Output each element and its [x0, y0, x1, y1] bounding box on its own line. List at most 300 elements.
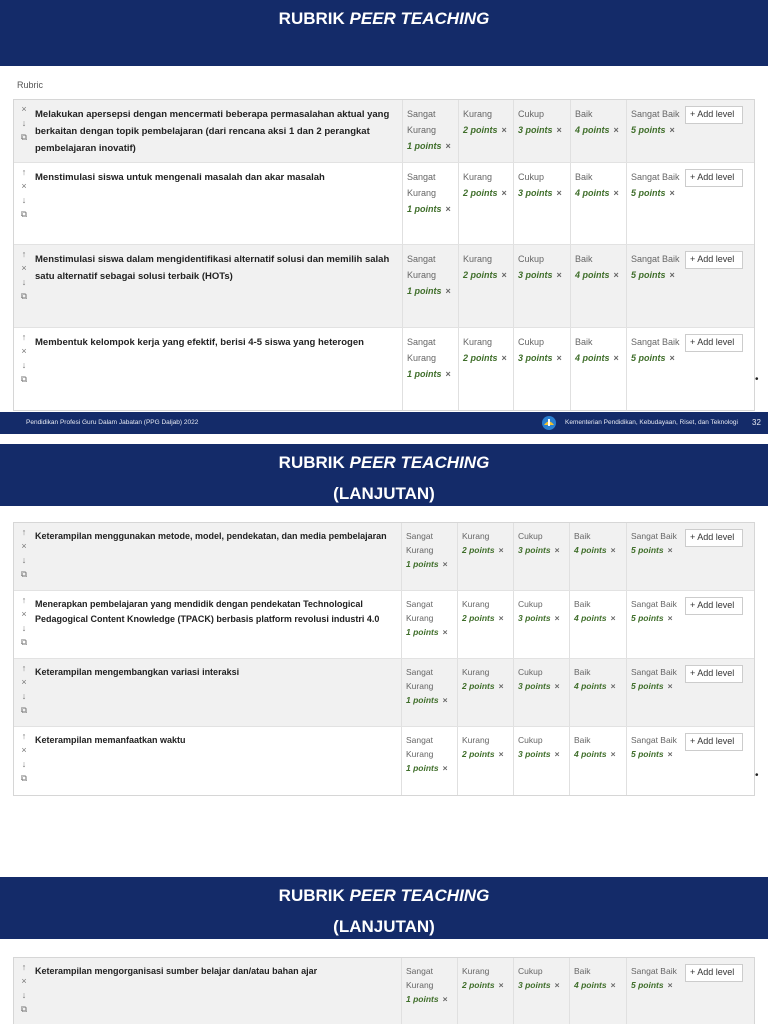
delete-level-icon[interactable]: × [610, 681, 616, 691]
level-name: Sangat [407, 254, 436, 264]
points-value[interactable]: 5 points [631, 353, 666, 363]
delete-level-icon[interactable]: × [667, 613, 673, 623]
rubric-row [14, 523, 754, 591]
level-points [574, 611, 624, 625]
level-name: Kurang [462, 966, 490, 976]
criterion-text[interactable]: Keterampilan menggunakan metode, model, pendekatan, dan media pembelajaran [35, 531, 387, 541]
level-points [518, 185, 568, 201]
delete-level-icon[interactable]: × [556, 188, 562, 198]
criterion-text[interactable]: Keterampilan mengorganisasi sumber belajar dan/atau bahan ajar [35, 966, 318, 976]
delete-level-icon[interactable]: × [669, 125, 675, 135]
slide-title: RUBRIK PEER TEACHING [278, 9, 490, 28]
close-icon[interactable]: × [21, 104, 27, 114]
level-points [463, 267, 513, 283]
level-points [406, 693, 456, 707]
criterion-text[interactable]: Melakukan apersepsi dengan mencermati beberapa permasalahan aktual yang berkaitan dengan topik pembelajaran (dari rencana aksi 1 dan 2 perangkat pembelajaran inovatif) [35, 109, 390, 154]
level-cell[interactable] [513, 727, 568, 795]
level-cell[interactable] [458, 100, 513, 162]
level-points [518, 543, 568, 557]
level-points [462, 543, 512, 557]
level-points [574, 978, 624, 992]
level-name-cont: Kurang [407, 188, 437, 198]
level-points [406, 625, 456, 639]
rubric-table [13, 99, 755, 411]
points-value[interactable]: 2 points [462, 613, 495, 623]
points-value[interactable]: 2 points [462, 749, 495, 759]
down-arrow-icon[interactable]: ↓ [21, 195, 27, 205]
level-name: Sangat Baik [631, 531, 677, 541]
level-points [631, 267, 681, 283]
level-name: Cukup [518, 109, 545, 119]
delete-level-icon[interactable]: × [554, 545, 560, 555]
level-points [407, 366, 457, 382]
level-name-cont: Kurang [407, 270, 437, 280]
points-value[interactable]: 1 points [406, 695, 439, 705]
level-name: Kurang [462, 735, 490, 745]
level-name: Sangat [406, 735, 433, 745]
level-points [518, 122, 568, 138]
level-points [518, 611, 568, 625]
level-name: Cukup [518, 337, 545, 347]
level-cell[interactable] [457, 523, 512, 590]
level-cell[interactable] [626, 659, 681, 726]
level-name-cont: Kurang [406, 681, 434, 691]
row-controls [18, 247, 30, 303]
level-name: Sangat [406, 599, 433, 609]
delete-level-icon[interactable]: × [669, 270, 675, 280]
level-points [575, 185, 625, 201]
level-cell[interactable] [569, 727, 624, 795]
level-cell[interactable] [513, 591, 568, 658]
close-icon[interactable]: × [21, 609, 27, 619]
points-value[interactable]: 3 points [518, 188, 553, 198]
level-cell[interactable] [457, 659, 512, 726]
level-name: Baik [574, 735, 591, 745]
level-points [575, 267, 625, 283]
rubric-row [14, 591, 754, 659]
points-value[interactable]: 2 points [463, 125, 498, 135]
points-value[interactable]: 5 points [631, 188, 666, 198]
add-level-button[interactable]: + Add level [685, 529, 743, 547]
level-points [631, 350, 681, 366]
copy-icon[interactable]: ⧉ [20, 291, 28, 301]
points-value[interactable]: 1 points [407, 141, 442, 151]
delete-level-icon[interactable]: × [442, 763, 448, 773]
points-value[interactable]: 1 points [407, 286, 442, 296]
level-points [462, 679, 512, 693]
add-level-button[interactable]: + Add level [685, 334, 743, 352]
level-cell[interactable] [401, 958, 456, 1024]
points-value[interactable]: 3 points [518, 681, 551, 691]
level-cell[interactable] [458, 163, 513, 244]
delete-level-icon[interactable]: × [613, 125, 619, 135]
points-value[interactable]: 4 points [574, 613, 607, 623]
delete-level-icon[interactable]: × [556, 125, 562, 135]
down-arrow-icon[interactable]: ↓ [21, 277, 27, 287]
row-controls [18, 165, 30, 221]
points-value[interactable]: 5 points [631, 749, 664, 759]
row-controls [18, 729, 30, 785]
points-value[interactable]: 1 points [406, 763, 439, 773]
footer-ministry: Kementerian Pendidikan, Kebudayaan, Riset, dan Teknologi [565, 419, 738, 426]
level-name: Sangat Baik [631, 254, 680, 264]
rubric-row [14, 328, 754, 410]
points-value[interactable]: 5 points [631, 125, 666, 135]
row-controls [18, 525, 30, 581]
points-value[interactable]: 4 points [574, 749, 607, 759]
criterion-text[interactable]: Menstimulasi siswa dalam mengidentifikasi alternatif solusi dan memilih salah satu alternatif sebagai solusi terbaik (HOTs) [35, 254, 390, 282]
points-value[interactable]: 2 points [463, 188, 498, 198]
level-cell[interactable] [570, 163, 625, 244]
copy-icon[interactable]: ⧉ [20, 705, 28, 715]
rubric-row [14, 727, 754, 795]
up-arrow-icon[interactable]: ↑ [21, 527, 27, 537]
footer-program: Pendidikan Profesi Guru Dalam Jabatan (PPG Daljab) 2022 [26, 419, 199, 426]
delete-level-icon[interactable]: × [667, 545, 673, 555]
level-cell[interactable] [626, 245, 681, 327]
level-points [463, 350, 513, 366]
add-level-button[interactable]: + Add level [685, 665, 743, 683]
slide-2 [0, 444, 768, 854]
slide-1-header [0, 0, 768, 66]
up-arrow-icon[interactable]: ↑ [21, 167, 27, 177]
delete-level-icon[interactable]: × [501, 188, 507, 198]
level-points [463, 185, 513, 201]
close-icon[interactable]: × [21, 677, 27, 687]
level-cell[interactable] [513, 659, 568, 726]
points-value[interactable]: 1 points [406, 627, 439, 637]
delete-level-icon[interactable]: × [556, 270, 562, 280]
level-cell[interactable] [569, 591, 624, 658]
level-name: Sangat [406, 966, 433, 976]
level-name: Sangat Baik [631, 667, 677, 677]
level-points [631, 185, 681, 201]
copy-icon[interactable]: ⧉ [20, 569, 28, 579]
level-cell[interactable] [402, 328, 457, 410]
level-name: Baik [575, 172, 593, 182]
delete-level-icon[interactable]: × [501, 353, 507, 363]
down-arrow-icon[interactable]: ↓ [21, 623, 27, 633]
points-value[interactable]: 1 points [407, 204, 442, 214]
level-cell[interactable] [513, 328, 568, 410]
level-cell[interactable] [513, 958, 568, 1024]
level-points [463, 122, 513, 138]
delete-level-icon[interactable]: × [610, 613, 616, 623]
level-points [407, 201, 457, 217]
level-cell[interactable] [569, 958, 624, 1024]
points-value[interactable]: 3 points [518, 353, 553, 363]
level-cell[interactable] [402, 163, 457, 244]
delete-level-icon[interactable]: × [554, 681, 560, 691]
points-value[interactable]: 4 points [574, 545, 607, 555]
down-arrow-icon[interactable]: ↓ [21, 118, 27, 128]
slide-2-header [0, 444, 768, 506]
level-points [631, 122, 681, 138]
level-name: Sangat [406, 531, 433, 541]
rubric-row [14, 100, 754, 163]
add-level-button[interactable]: + Add level [685, 733, 743, 751]
delete-level-icon[interactable]: × [442, 994, 448, 1004]
delete-level-icon[interactable]: × [445, 286, 451, 296]
level-points [462, 747, 512, 761]
delete-level-icon[interactable]: × [442, 695, 448, 705]
level-points [574, 543, 624, 557]
delete-level-icon[interactable]: × [501, 270, 507, 280]
level-points [518, 679, 568, 693]
slide-footer [0, 412, 768, 434]
down-arrow-icon[interactable]: ↓ [21, 759, 27, 769]
delete-level-icon[interactable]: × [669, 188, 675, 198]
level-name: Cukup [518, 531, 543, 541]
down-arrow-icon[interactable]: ↓ [21, 555, 27, 565]
level-name: Cukup [518, 599, 543, 609]
level-points [407, 283, 457, 299]
points-value[interactable]: 5 points [631, 270, 666, 280]
level-cell[interactable] [626, 727, 681, 795]
points-value[interactable]: 3 points [518, 749, 551, 759]
close-icon[interactable]: × [21, 976, 27, 986]
level-cell[interactable] [401, 523, 456, 590]
level-name: Sangat Baik [631, 337, 680, 347]
level-points [518, 350, 568, 366]
level-cell[interactable] [570, 328, 625, 410]
ministry-logo-icon [541, 415, 557, 431]
row-controls [18, 330, 30, 386]
level-name: Cukup [518, 667, 543, 677]
criterion-text[interactable]: Keterampilan memanfaatkan waktu [35, 735, 186, 745]
delete-level-icon[interactable]: × [501, 125, 507, 135]
slide-title: RUBRIK PEER TEACHING [278, 453, 490, 472]
level-name: Baik [575, 254, 593, 264]
points-value[interactable]: 2 points [462, 545, 495, 555]
level-cell[interactable] [626, 163, 681, 244]
level-cell[interactable] [513, 523, 568, 590]
close-icon[interactable]: × [21, 745, 27, 755]
level-name: Sangat Baik [631, 966, 677, 976]
delete-level-icon[interactable]: × [613, 270, 619, 280]
level-cell[interactable] [402, 100, 457, 162]
level-points [631, 978, 681, 992]
points-value[interactable]: 3 points [518, 270, 553, 280]
level-cell[interactable] [458, 328, 513, 410]
points-value[interactable]: 4 points [574, 681, 607, 691]
level-points [406, 557, 456, 571]
delete-level-icon[interactable]: × [610, 545, 616, 555]
level-name: Cukup [518, 172, 545, 182]
criterion-text[interactable]: Menerapkan pembelajaran yang mendidik dengan pendekatan Technological Pedagogical Content Knowledge (TPACK) berbasis platform revolusi industri 4.0 [35, 599, 380, 624]
rubric-table [13, 522, 755, 796]
delete-level-icon[interactable]: × [610, 980, 616, 990]
delete-level-icon[interactable]: × [667, 749, 673, 759]
level-name: Kurang [463, 254, 493, 264]
level-name: Cukup [518, 254, 545, 264]
row-controls [18, 661, 30, 717]
cursor-mark: • [755, 374, 759, 385]
delete-level-icon[interactable]: × [498, 980, 504, 990]
delete-level-icon[interactable]: × [613, 188, 619, 198]
level-cell[interactable] [570, 100, 625, 162]
add-level-button[interactable]: + Add level [685, 106, 743, 124]
level-points [406, 761, 456, 775]
delete-level-icon[interactable]: × [442, 559, 448, 569]
level-cell[interactable] [457, 958, 512, 1024]
delete-level-icon[interactable]: × [498, 545, 504, 555]
level-points [407, 138, 457, 154]
delete-level-icon[interactable]: × [613, 353, 619, 363]
delete-level-icon[interactable]: × [442, 627, 448, 637]
level-cell[interactable] [457, 727, 512, 795]
level-points [574, 679, 624, 693]
level-name: Baik [574, 667, 591, 677]
level-name: Sangat Baik [631, 599, 677, 609]
level-cell[interactable] [569, 523, 624, 590]
rubric-row [14, 163, 754, 245]
delete-level-icon[interactable]: × [667, 980, 673, 990]
level-name: Kurang [462, 667, 490, 677]
level-points [518, 978, 568, 992]
delete-level-icon[interactable]: × [667, 681, 673, 691]
copy-icon[interactable]: ⧉ [20, 132, 28, 142]
points-value[interactable]: 2 points [462, 681, 495, 691]
level-cell[interactable] [626, 328, 681, 410]
points-value[interactable]: 4 points [574, 980, 607, 990]
delete-level-icon[interactable]: × [445, 369, 451, 379]
level-cell[interactable] [569, 659, 624, 726]
points-value[interactable]: 3 points [518, 125, 553, 135]
points-value[interactable]: 5 points [631, 681, 664, 691]
level-name: Sangat Baik [631, 172, 680, 182]
level-cell[interactable] [401, 659, 456, 726]
slide-subtitle: (LANJUTAN) [333, 484, 435, 503]
level-name: Sangat Baik [631, 735, 677, 745]
close-icon[interactable]: × [21, 181, 27, 191]
level-name-cont: Kurang [406, 613, 434, 623]
up-arrow-icon[interactable]: ↑ [21, 595, 27, 605]
delete-level-icon[interactable]: × [556, 353, 562, 363]
up-arrow-icon[interactable]: ↑ [21, 249, 27, 259]
points-value[interactable]: 1 points [406, 559, 439, 569]
slide-3 [0, 877, 768, 1024]
add-level-button[interactable]: + Add level [685, 251, 743, 269]
criterion-text[interactable]: Menstimulasi siswa untuk mengenali masalah dan akar masalah [35, 172, 325, 183]
criterion-text[interactable]: Keterampilan mengembangkan variasi interaksi [35, 667, 240, 677]
level-cell[interactable] [402, 245, 457, 327]
points-value[interactable]: 1 points [407, 369, 442, 379]
level-points [631, 747, 681, 761]
level-name: Cukup [518, 966, 543, 976]
rubric-label: Rubric [17, 80, 44, 90]
close-icon[interactable]: × [21, 263, 27, 273]
points-value[interactable]: 5 points [631, 980, 664, 990]
level-cell[interactable] [458, 245, 513, 327]
close-icon[interactable]: × [21, 346, 27, 356]
level-cell[interactable] [626, 523, 681, 590]
points-value[interactable]: 4 points [575, 270, 610, 280]
points-value[interactable]: 4 points [575, 125, 610, 135]
delete-level-icon[interactable]: × [498, 613, 504, 623]
copy-icon[interactable]: ⧉ [20, 209, 28, 219]
points-value[interactable]: 2 points [463, 353, 498, 363]
level-name: Sangat Baik [631, 109, 680, 119]
add-level-button[interactable]: + Add level [685, 964, 743, 982]
level-name: Kurang [463, 172, 493, 182]
delete-level-icon[interactable]: × [554, 613, 560, 623]
delete-level-icon[interactable]: × [498, 749, 504, 759]
points-value[interactable]: 3 points [518, 545, 551, 555]
add-level-button[interactable]: + Add level [685, 597, 743, 615]
delete-level-icon[interactable]: × [554, 980, 560, 990]
level-name: Baik [574, 599, 591, 609]
rubric-row [14, 245, 754, 328]
level-cell[interactable] [401, 591, 456, 658]
level-points [518, 267, 568, 283]
delete-level-icon[interactable]: × [498, 681, 504, 691]
slide-subtitle: (LANJUTAN) [333, 917, 435, 936]
up-arrow-icon[interactable]: ↑ [21, 731, 27, 741]
slide-title: RUBRIK PEER TEACHING [278, 886, 490, 905]
copy-icon[interactable]: ⧉ [20, 773, 28, 783]
points-value[interactable]: 5 points [631, 613, 664, 623]
points-value[interactable]: 2 points [462, 980, 495, 990]
level-cell[interactable] [626, 100, 681, 162]
copy-icon[interactable]: ⧉ [20, 374, 28, 384]
up-arrow-icon[interactable]: ↑ [21, 332, 27, 342]
copy-icon[interactable]: ⧉ [20, 637, 28, 647]
down-arrow-icon[interactable]: ↓ [21, 360, 27, 370]
down-arrow-icon[interactable]: ↓ [21, 691, 27, 701]
level-name: Kurang [463, 109, 493, 119]
up-arrow-icon[interactable]: ↑ [21, 663, 27, 673]
level-cell[interactable] [626, 591, 681, 658]
points-value[interactable]: 2 points [463, 270, 498, 280]
level-name: Baik [574, 966, 591, 976]
level-points [574, 747, 624, 761]
points-value[interactable]: 4 points [575, 353, 610, 363]
level-cell[interactable] [513, 100, 568, 162]
delete-level-icon[interactable]: × [445, 204, 451, 214]
points-value[interactable]: 3 points [518, 980, 551, 990]
copy-icon[interactable]: ⧉ [20, 1004, 28, 1014]
level-name: Kurang [463, 337, 493, 347]
level-name: Sangat [406, 667, 433, 677]
level-points [462, 611, 512, 625]
level-cell[interactable] [626, 958, 681, 1024]
cursor-mark: • [755, 770, 759, 781]
level-cell[interactable] [401, 727, 456, 795]
points-value[interactable]: 3 points [518, 613, 551, 623]
slide-1 [0, 0, 768, 434]
up-arrow-icon[interactable]: ↑ [21, 962, 27, 972]
level-cell[interactable] [570, 245, 625, 327]
level-name: Baik [575, 337, 593, 347]
delete-level-icon[interactable]: × [610, 749, 616, 759]
level-name-cont: Kurang [407, 353, 437, 363]
delete-level-icon[interactable]: × [445, 141, 451, 151]
delete-level-icon[interactable]: × [554, 749, 560, 759]
points-value[interactable]: 4 points [575, 188, 610, 198]
level-cell[interactable] [513, 163, 568, 244]
row-controls [18, 960, 30, 1016]
level-cell[interactable] [513, 245, 568, 327]
points-value[interactable]: 1 points [406, 994, 439, 1004]
criterion-text[interactable]: Membentuk kelompok kerja yang efektif, berisi 4-5 siswa yang heterogen [35, 337, 364, 348]
down-arrow-icon[interactable]: ↓ [21, 990, 27, 1000]
points-value[interactable]: 5 points [631, 545, 664, 555]
add-level-button[interactable]: + Add level [685, 169, 743, 187]
close-icon[interactable]: × [21, 541, 27, 551]
level-cell[interactable] [457, 591, 512, 658]
delete-level-icon[interactable]: × [669, 353, 675, 363]
